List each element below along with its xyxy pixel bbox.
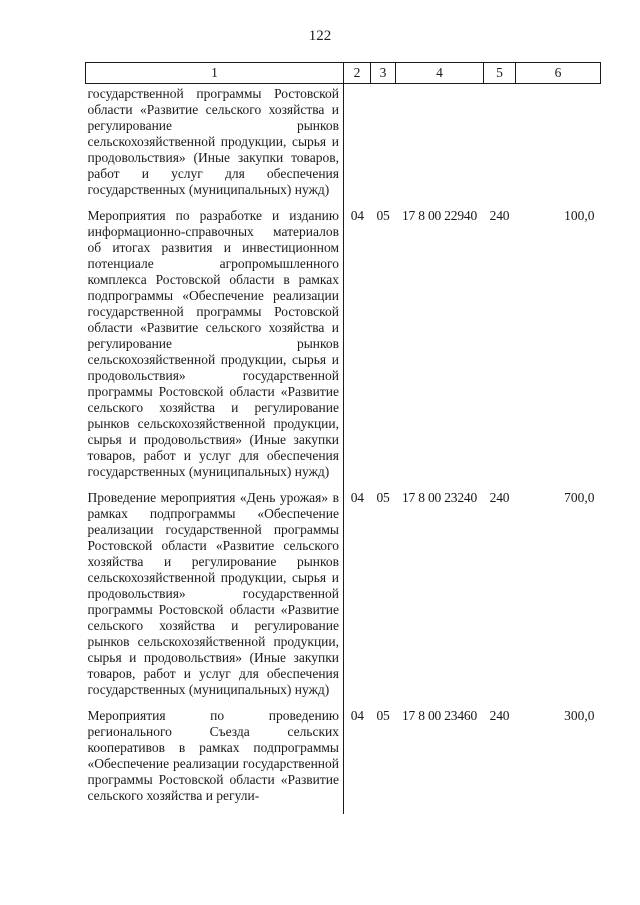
- column-header-3: 3: [371, 63, 396, 84]
- budget-table: [85, 62, 601, 814]
- row-amount: 300,0: [564, 708, 595, 723]
- table-header-row: [86, 63, 601, 84]
- row-section: 04: [350, 490, 364, 505]
- column-header-4: 4: [396, 63, 484, 84]
- row-description: Мероприятия по проведению регионального Съезда сельских кооперативов в рамках подпрограммы «Обеспечение реализации государственной программы Ростовской области «Развитие сельского хозяйства и регули-: [86, 708, 344, 814]
- column-header-6: 6: [516, 63, 601, 84]
- row-amount: 700,0: [564, 490, 595, 505]
- table-row: [86, 490, 601, 708]
- row-expense-type: 240: [489, 708, 510, 723]
- table-body: [86, 84, 601, 815]
- row-section: 04: [350, 708, 364, 723]
- row-target-article: 17 8 00 23240: [401, 490, 478, 505]
- row-subsection: 05: [376, 208, 390, 223]
- row-description: государственной программы Ростовской области «Развитие сельского хозяйства и регулирование рынков сельскохозяйственной продукции, сырья и продовольствия» (Иные закупки товаров, работ и услуг для обеспечения государственных (муниципальных) нужд): [86, 84, 344, 209]
- row-subsection: 05: [376, 490, 390, 505]
- table-row-continuation: [86, 84, 601, 209]
- column-header-1: 1: [86, 63, 344, 84]
- page-number: 122: [308, 28, 332, 44]
- row-expense-type: 240: [489, 208, 510, 223]
- column-header-5: 5: [484, 63, 516, 84]
- row-expense-type: 240: [489, 490, 510, 505]
- row-description: Проведение мероприятия «День урожая» в рамках подпрограммы «Обеспечение реализации государственной программы Ростовской области «Развитие сельского хозяйства и регулирование рынков сельскохозяйственной продукции, сырья и продовольствия» государственной программы Ростовской области «Развитие сельского хозяйства и регулирование рынков сельскохозяйственной продукции, сырья и продовольствия» (Иные закупки товаров, работ и услуг для обеспечения государственных (муниципальных) нужд): [86, 490, 344, 708]
- column-header-2: 2: [344, 63, 371, 84]
- table-row: [86, 708, 601, 814]
- table-header: [86, 63, 601, 84]
- row-subsection: 05: [376, 708, 390, 723]
- row-description: Мероприятия по разработке и изданию информационно-справочных материалов об итогах развития и инвестиционном потенциале агропромышленного комплекса Ростовской области в рамках подпрограммы «Обеспечение реализации государственной программы Ростовской области «Развитие сельского хозяйства и регулирование рынков сельскохозяйственной продукции, сырья и продовольствия» государственной программы Ростовской области «Развитие сельского хозяйства и регулирование рынков сельскохозяйственной продукции, сырья и продовольствия» (Иные закупки товаров, работ и услуг для обеспечения государственных (муниципальных) нужд): [86, 208, 344, 490]
- row-amount: 100,0: [564, 208, 595, 223]
- table-row: [86, 208, 601, 490]
- row-section: 04: [350, 208, 364, 223]
- row-target-article: 17 8 00 23460: [401, 708, 478, 723]
- row-target-article: 17 8 00 22940: [401, 208, 478, 223]
